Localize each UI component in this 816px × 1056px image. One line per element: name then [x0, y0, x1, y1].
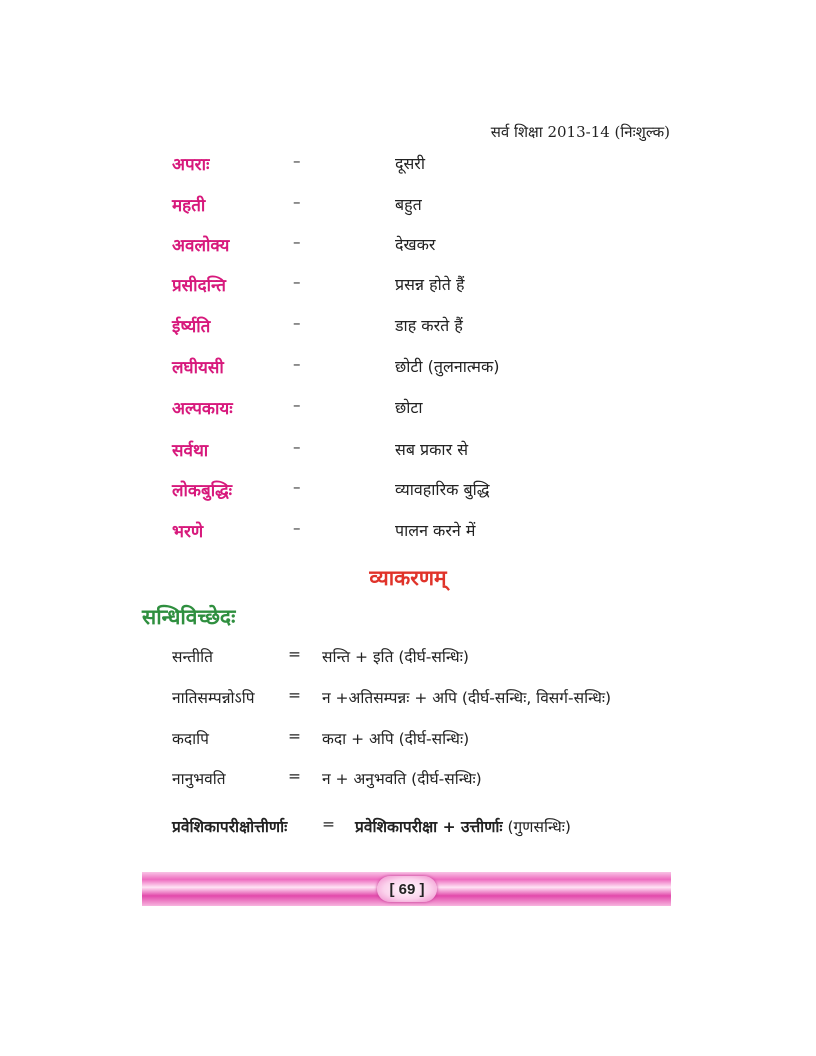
vocab-term: सर्वथा — [172, 441, 209, 461]
vocab-term: महती — [172, 196, 206, 216]
vocab-row — [0, 478, 816, 508]
page-number: [ 69 ] — [377, 876, 437, 902]
vocab-row — [0, 193, 816, 223]
vocab-term: प्रसीदन्ति — [172, 276, 226, 296]
sandhi-word: सन्तीति — [172, 648, 213, 666]
vocab-dash: – — [293, 233, 301, 251]
sandhi-split-bold: प्रवेशिकापरीक्षा + उत्तीर्णाः — [355, 818, 503, 836]
vocab-row — [0, 438, 816, 468]
vocab-meaning: देखकर — [395, 235, 436, 254]
vocab-term: अवलोक्य — [172, 236, 230, 256]
vocab-meaning: व्यावहारिक बुद्धि — [395, 480, 490, 499]
sandhi-split: सन्ति + इति (दीर्घ-सन्धिः) — [322, 648, 469, 666]
vocab-row — [0, 314, 816, 344]
equals-sign: = — [288, 686, 301, 704]
vocab-row — [0, 273, 816, 303]
vocab-dash: – — [293, 193, 301, 211]
equals-sign: = — [322, 815, 335, 833]
vocab-dash: – — [293, 152, 301, 170]
vocab-row — [0, 152, 816, 182]
sandhi-row — [0, 767, 816, 797]
subsection-title: सन्धिविच्छेदः — [142, 605, 236, 629]
vocab-dash: – — [293, 478, 301, 496]
vocab-term: अपराः — [172, 155, 210, 175]
vocab-dash: – — [293, 273, 301, 291]
vocab-dash: – — [293, 355, 301, 373]
vocab-dash: – — [293, 314, 301, 332]
vocab-meaning: सब प्रकार से — [395, 440, 469, 459]
sandhi-word: नातिसम्पन्नोऽपि — [172, 689, 255, 707]
vocab-meaning: बहुत — [395, 195, 422, 214]
sandhi-split — [355, 815, 571, 837]
sandhi-word: नानुभवति — [172, 770, 226, 788]
vocab-row — [0, 396, 816, 426]
sandhi-row — [0, 815, 816, 845]
equals-sign: = — [288, 645, 301, 663]
equals-sign: = — [288, 767, 301, 785]
sandhi-split: कदा + अपि (दीर्घ-सन्धिः) — [322, 730, 470, 748]
vocab-dash: – — [293, 519, 301, 537]
sandhi-word: कदापि — [172, 730, 209, 748]
sandhi-split: न +अतिसम्पन्नः + अपि (दीर्घ-सन्धिः, विसर्ग-सन्धिः) — [322, 689, 612, 707]
vocab-meaning: दूसरी — [395, 154, 426, 173]
sandhi-row — [0, 727, 816, 757]
equals-sign: = — [288, 727, 301, 745]
sandhi-row — [0, 645, 816, 675]
vocab-meaning: पालन करने में — [395, 521, 476, 540]
vocab-dash: – — [293, 396, 301, 414]
sandhi-word: प्रवेशिकापरीक्षोत्तीर्णाः — [172, 818, 288, 836]
sandhi-row — [0, 686, 816, 716]
vocab-term: भरणे — [172, 522, 204, 542]
section-title: व्याकरणम् — [369, 566, 447, 590]
vocab-term: ईर्ष्यति — [172, 317, 211, 337]
vocab-row — [0, 355, 816, 385]
vocab-meaning: छोटा — [395, 398, 423, 417]
vocab-meaning: प्रसन्न होते हैं — [395, 275, 465, 294]
sandhi-type-note: (गुणसन्धिः) — [502, 818, 571, 836]
vocab-term: लघीयसी — [172, 358, 224, 378]
vocab-term: लोकबुद्धिः — [172, 481, 233, 501]
vocab-row — [0, 233, 816, 263]
vocab-row — [0, 519, 816, 549]
vocab-dash: – — [293, 438, 301, 456]
page-header: सर्व शिक्षा 2013-14 (निःशुल्क) — [490, 123, 670, 141]
sandhi-split: न + अनुभवति (दीर्घ-सन्धिः) — [322, 770, 482, 788]
vocab-meaning: डाह करते हैं — [395, 316, 463, 335]
vocab-term: अल्पकायः — [172, 399, 233, 419]
vocab-meaning: छोटी (तुलनात्मक) — [395, 357, 500, 376]
